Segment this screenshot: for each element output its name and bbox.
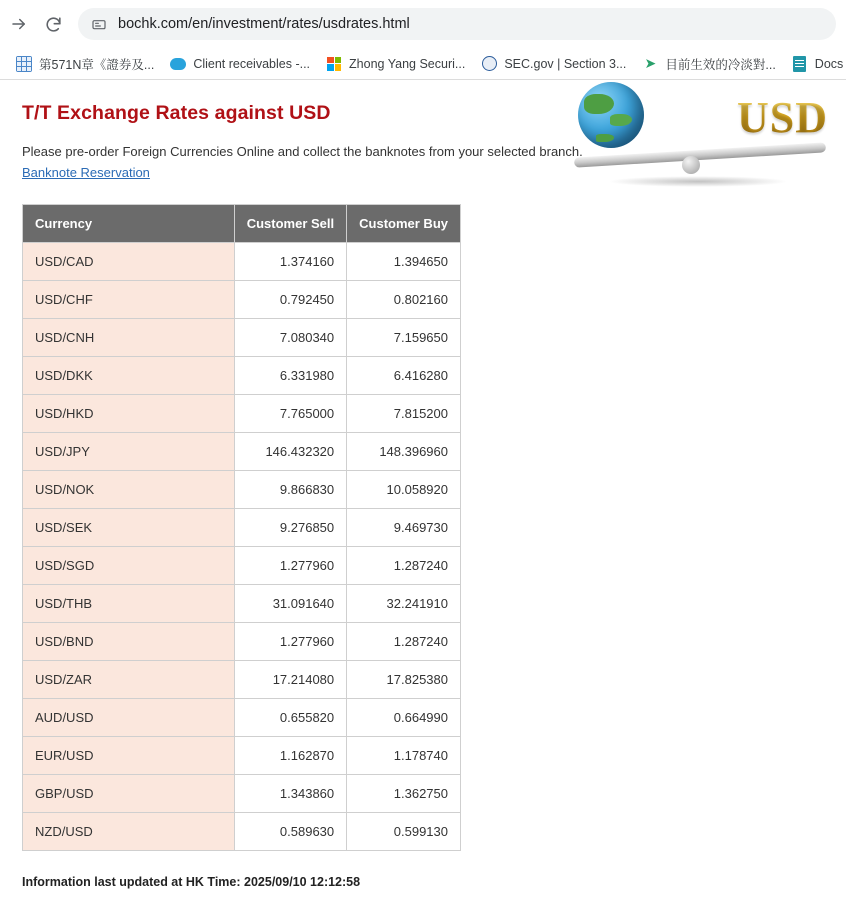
cell-customer-sell: 1.374160 <box>234 243 346 281</box>
bird-favicon-icon: ➤ <box>644 55 657 71</box>
table-row <box>23 357 461 395</box>
reload-icon[interactable] <box>38 9 68 39</box>
site-info-icon[interactable] <box>90 15 108 33</box>
bookmark-label: 第571N章《證券及... <box>39 57 155 72</box>
cell-currency: USD/SGD <box>23 547 235 585</box>
cell-currency: USD/SEK <box>23 509 235 547</box>
cell-customer-buy: 148.396960 <box>347 433 461 471</box>
cell-customer-buy: 9.469730 <box>347 509 461 547</box>
microsoft-favicon-icon <box>326 56 342 72</box>
table-row <box>23 243 461 281</box>
cell-customer-buy: 7.815200 <box>347 395 461 433</box>
column-header-customer-sell: Customer Sell <box>234 205 346 243</box>
cell-customer-buy: 7.159650 <box>347 319 461 357</box>
bookmark-label: Docs <box>814 56 844 71</box>
cell-customer-buy: 6.416280 <box>347 357 461 395</box>
cell-customer-sell: 146.432320 <box>234 433 346 471</box>
docs-favicon-icon <box>792 56 808 72</box>
cell-customer-sell: 0.792450 <box>234 281 346 319</box>
column-header-currency: Currency <box>23 205 235 243</box>
cell-customer-buy: 1.287240 <box>347 623 461 661</box>
banner-shadow <box>608 176 788 187</box>
bookmark-item[interactable] <box>8 51 162 77</box>
cell-currency: GBP/USD <box>23 775 235 813</box>
cell-currency: USD/CAD <box>23 243 235 281</box>
cell-customer-sell: 1.277960 <box>234 623 346 661</box>
bookmark-item[interactable] <box>162 52 318 76</box>
cell-currency: USD/THB <box>23 585 235 623</box>
cell-customer-buy: 1.178740 <box>347 737 461 775</box>
table-row <box>23 623 461 661</box>
cell-customer-buy: 32.241910 <box>347 585 461 623</box>
table-header-row <box>23 205 461 243</box>
bookmark-label: Client receivables -... <box>193 56 311 71</box>
column-header-customer-buy: Customer Buy <box>347 205 461 243</box>
cell-customer-buy: 0.664990 <box>347 699 461 737</box>
bookmark-item[interactable] <box>784 52 846 76</box>
browser-chrome <box>0 0 846 80</box>
bookmark-item[interactable] <box>473 52 634 76</box>
banner-usd-text: USD <box>736 93 828 142</box>
table-row <box>23 471 461 509</box>
table-row <box>23 737 461 775</box>
cell-currency: EUR/USD <box>23 737 235 775</box>
cell-customer-sell: 7.765000 <box>234 395 346 433</box>
last-updated-text: Information last updated at HK Time: 2025/09/10 12:12:58 <box>22 875 361 889</box>
cell-currency: USD/JPY <box>23 433 235 471</box>
cell-currency: AUD/USD <box>23 699 235 737</box>
seal-favicon-icon <box>481 56 497 72</box>
cell-customer-buy: 10.058920 <box>347 471 461 509</box>
page-title: T/T Exchange Rates against USD <box>22 102 331 124</box>
cloud-favicon-icon <box>170 56 186 72</box>
cell-currency: USD/BND <box>23 623 235 661</box>
bookmark-item[interactable] <box>634 51 783 77</box>
cell-customer-buy: 17.825380 <box>347 661 461 699</box>
cell-customer-sell: 1.277960 <box>234 547 346 585</box>
table-row <box>23 699 461 737</box>
cell-customer-buy: 0.802160 <box>347 281 461 319</box>
table-row <box>23 319 461 357</box>
table-row <box>23 775 461 813</box>
table-header <box>23 205 461 243</box>
banknote-reservation-link[interactable]: Banknote Reservation <box>22 165 150 180</box>
cell-customer-sell: 1.343860 <box>234 775 346 813</box>
page-intro-text: Please pre-order Foreign Currencies Online and collect the banknotes from your selected branch. <box>22 144 583 159</box>
cell-customer-sell: 0.589630 <box>234 813 346 851</box>
address-bar[interactable] <box>78 8 836 40</box>
bookmark-label: Zhong Yang Securi... <box>349 56 466 71</box>
table-row <box>23 281 461 319</box>
cell-currency: USD/ZAR <box>23 661 235 699</box>
table-body <box>23 243 461 851</box>
browser-toolbar <box>0 0 846 48</box>
cell-customer-sell: 9.866830 <box>234 471 346 509</box>
cell-customer-sell: 9.276850 <box>234 509 346 547</box>
balance-pivot <box>682 156 700 174</box>
page-content <box>0 80 846 902</box>
cell-customer-buy: 0.599130 <box>347 813 461 851</box>
cell-customer-sell: 0.655820 <box>234 699 346 737</box>
bookmark-label: 目前生效的冷淡對... <box>665 57 776 72</box>
cell-customer-sell: 17.214080 <box>234 661 346 699</box>
table-row <box>23 585 461 623</box>
cell-currency: USD/DKK <box>23 357 235 395</box>
grid-favicon-icon <box>16 56 32 72</box>
bookmarks-bar <box>0 48 846 80</box>
bookmark-item[interactable] <box>318 52 473 76</box>
cell-customer-sell: 6.331980 <box>234 357 346 395</box>
cell-currency: USD/CNH <box>23 319 235 357</box>
table-row <box>23 813 461 851</box>
bookmark-label: SEC.gov | Section 3... <box>504 56 627 71</box>
address-bar-url: bochk.com/en/investment/rates/usdrates.html <box>118 16 410 32</box>
cell-customer-buy: 1.362750 <box>347 775 461 813</box>
cell-currency: USD/CHF <box>23 281 235 319</box>
table-row <box>23 509 461 547</box>
cell-customer-buy: 1.394650 <box>347 243 461 281</box>
table-row <box>23 433 461 471</box>
table-row <box>23 547 461 585</box>
forward-arrow-icon[interactable] <box>4 9 34 39</box>
cell-currency: USD/NOK <box>23 471 235 509</box>
cell-currency: NZD/USD <box>23 813 235 851</box>
cell-customer-sell: 7.080340 <box>234 319 346 357</box>
exchange-rates-table <box>22 204 461 851</box>
table-row <box>23 661 461 699</box>
cell-customer-buy: 1.287240 <box>347 547 461 585</box>
usd-banner-image <box>574 80 830 190</box>
cell-currency: USD/HKD <box>23 395 235 433</box>
globe-icon <box>578 82 644 148</box>
table-row <box>23 395 461 433</box>
cell-customer-sell: 31.091640 <box>234 585 346 623</box>
cell-customer-sell: 1.162870 <box>234 737 346 775</box>
